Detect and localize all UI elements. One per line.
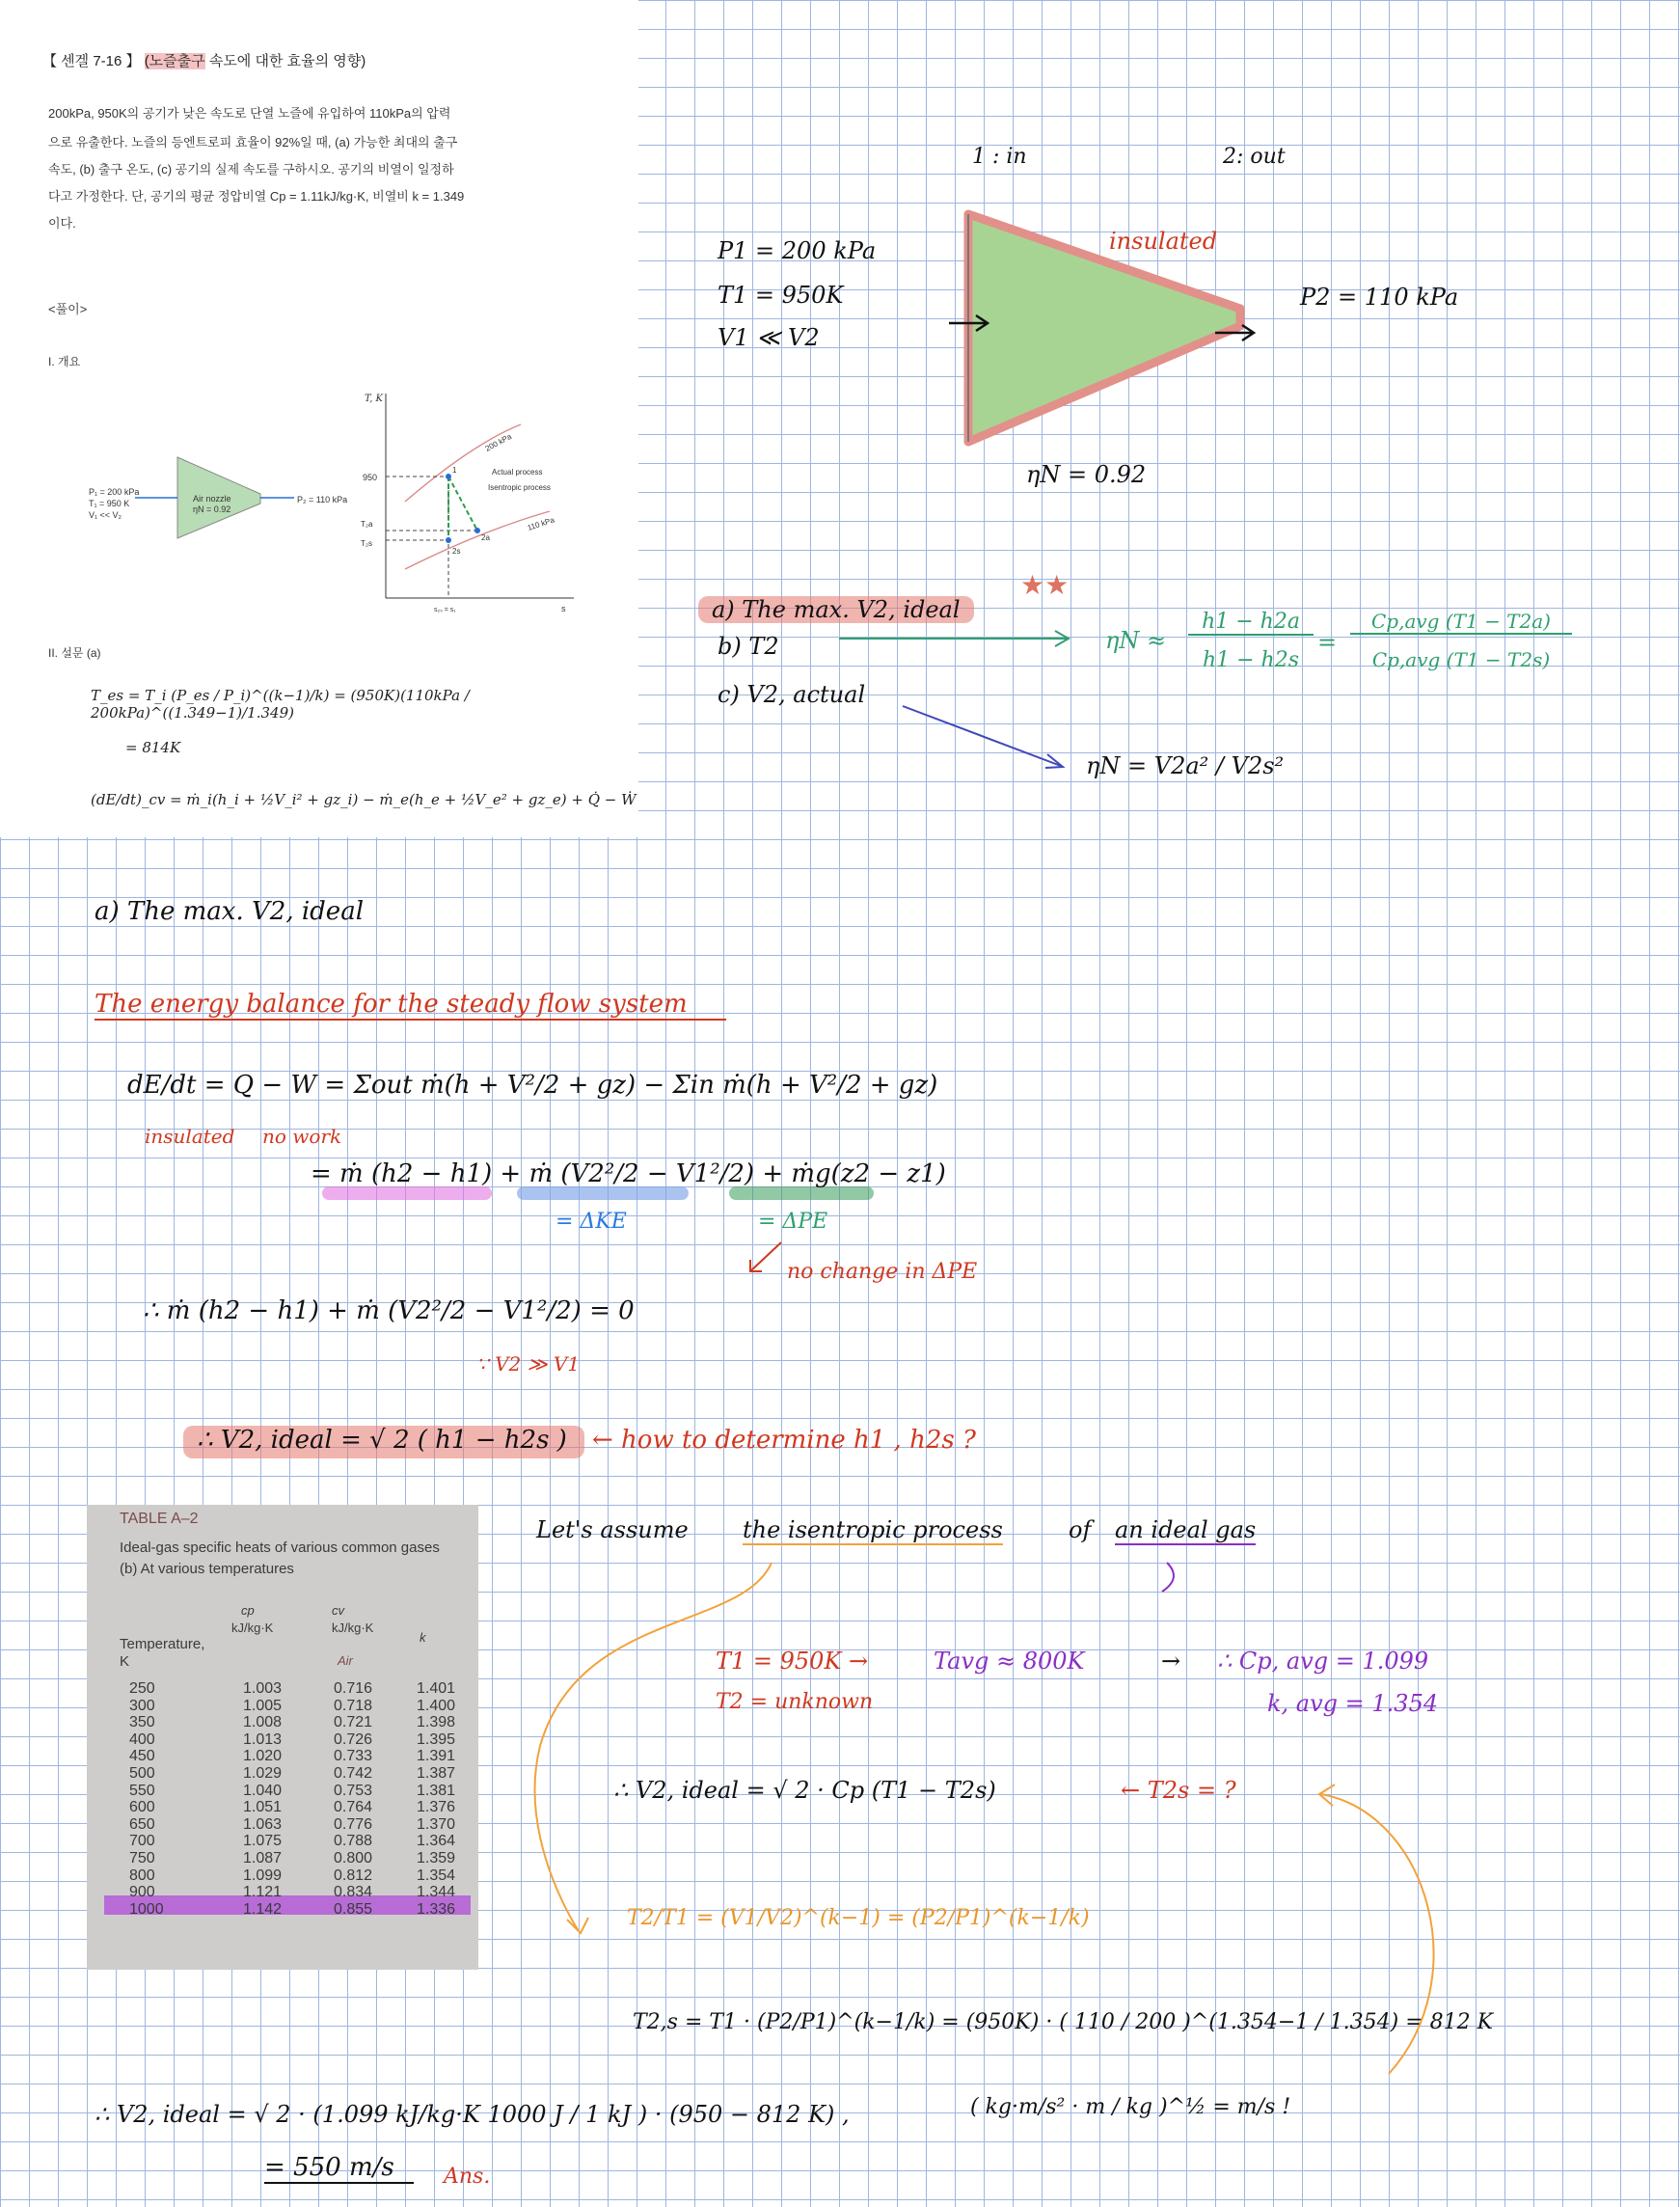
table-cell: 1.040	[243, 1782, 283, 1799]
v2-ideal-eq: ∴ V2, ideal = √ 2 ( h1 − h2s )	[183, 1426, 584, 1458]
table-cell: 1.020	[243, 1748, 283, 1765]
v2-cp-eq: ∴ V2, ideal = √ 2 · Cp (T1 − T2s)	[613, 1777, 996, 1804]
assume-isentropic: the isentropic process	[743, 1516, 1003, 1543]
problem-line-2: 으로 유출한다. 노즐의 등엔트로피 효율이 92%일 때, (a) 가능한 최대의 출구	[48, 135, 458, 150]
small-p2: P₂ = 110 kPa	[297, 495, 348, 504]
table-cell: 0.721	[334, 1714, 373, 1731]
underline-pe	[729, 1186, 874, 1200]
units-check: ( kg·m/s² · m / kg )^½ = m/s !	[970, 2095, 1291, 2119]
simplified-eq: ∴ ṁ (h2 − h1) + ṁ (V2²/2 − V1²/2) = 0	[143, 1296, 635, 1325]
table-cell: 1.391	[417, 1748, 456, 1765]
problem-line-5: 이다.	[48, 216, 76, 231]
expand-eq: = ṁ (h2 − h1) + ṁ (V2²/2 − V1²/2) + ṁg(z2 − z1)	[311, 1159, 946, 1188]
table-cell: 1.364	[417, 1833, 456, 1850]
table-cell: 1.087	[243, 1849, 283, 1866]
orange-arrows	[501, 1553, 1466, 2016]
table-cell: 0.776	[334, 1815, 373, 1833]
table-cell: 1.376	[417, 1799, 456, 1816]
ts-t2s: T₂s	[361, 539, 372, 548]
ts-pt1: 1	[452, 466, 457, 475]
table-cell: 500	[129, 1764, 155, 1782]
t1-known: T1 = 950K →	[716, 1648, 869, 1675]
eta-h-label: ηN ≈	[1105, 627, 1167, 654]
arrow-to-cp: →	[1161, 1648, 1181, 1675]
problem-line-4: 다고 가정한다. 단, 공기의 평균 정압비열 Cp = 1.11kJ/kg·K, 비열비 k = 1.349	[48, 189, 465, 204]
t2s-eq: T2,s = T1 · (P2/P1)^(k−1/k) = (950K) · ( 110 / 200 )^(1.354−1 / 1.354) = 812 K	[633, 2010, 1494, 2034]
final-eq: ∴ V2, ideal = √ 2 · (1.099 kJ/kg·K 1000 J / 1 kJ ) · (950 − 812 K) ,	[95, 2101, 850, 2128]
col-temperature	[129, 1680, 164, 1918]
ts-p-low: 110 kPa	[526, 515, 555, 532]
small-t1: T₁ = 950 K	[89, 499, 130, 508]
header-k: k	[420, 1630, 426, 1645]
note-no-work: no work	[262, 1125, 342, 1148]
table-cell: 1.395	[417, 1730, 456, 1748]
eta-h-den: h1 − h2s	[1202, 648, 1300, 672]
note-dpe: = ΔPE	[758, 1210, 828, 1234]
table-cell: 1.099	[243, 1866, 283, 1884]
ts-s-label: s₂ₛ = s₁	[434, 607, 456, 613]
table-cell: 1.121	[243, 1884, 283, 1901]
table-cell: 1.359	[417, 1849, 456, 1866]
how-to-note: ← how to determine h1 , h2s ?	[592, 1426, 976, 1455]
outlet-arrow-icon	[1211, 318, 1260, 347]
assume-of: of	[1069, 1516, 1092, 1543]
question-c: c) V2, actual	[718, 681, 866, 708]
inlet-arrow-icon	[945, 309, 993, 338]
eq-energy: (dE/dt)_cv = ṁ_i(h_i + ½V_i² + gz_i) − ṁ_e(h_e + ½V_e² + gz_e) + Q̇ − Ẇ	[91, 791, 637, 808]
underline-ke	[517, 1186, 689, 1200]
t2-unknown: T2 = unknown	[716, 1690, 874, 1714]
arrow-pe-icon	[743, 1239, 791, 1277]
assume-prefix: Let's assume	[536, 1516, 689, 1543]
section-overview: I. 개요	[48, 355, 81, 368]
ts-actual: Actual process	[492, 468, 543, 477]
table-cell: 1.075	[243, 1833, 283, 1850]
col-cv	[334, 1680, 372, 1918]
energy-title: The energy balance for the steady flow system	[95, 990, 726, 1021]
table-cell: 1.400	[417, 1697, 456, 1714]
table-cell: 450	[129, 1748, 155, 1765]
section-question-a: II. 설문 (a)	[48, 646, 101, 660]
answer-tag: Ans.	[444, 2165, 491, 2189]
table-cell: 1.401	[417, 1680, 456, 1697]
arrows-top	[791, 617, 1080, 772]
energy-eq: dE/dt = Q − W = Σout ṁ(h + V²/2 + gz) − Σin ṁ(h + V²/2 + gz)	[127, 1071, 938, 1100]
table-cell: 700	[129, 1833, 155, 1850]
problem-title	[42, 50, 366, 70]
table-cell: 1.029	[243, 1764, 283, 1782]
problem-panel	[0, 0, 638, 837]
table-cell: 0.834	[334, 1884, 373, 1901]
title-highlight: (노즐출구	[144, 53, 205, 69]
isentropic-relation: T2/T1 = (V1/V2)^(k−1) = (P2/P1)^(k−1/k)	[627, 1906, 1090, 1930]
underline-enthalpy	[322, 1186, 492, 1200]
ts-s-axis: s	[561, 604, 566, 613]
eq-result: = 814K	[125, 739, 181, 756]
heading-a: a) The max. V2, ideal	[95, 897, 365, 926]
table-cell: 1.370	[417, 1815, 456, 1833]
solution-label: <풀이>	[48, 302, 88, 316]
table-cell: 0.812	[334, 1866, 373, 1884]
eta-cp-den: Cp,avg (T1 − T2s)	[1371, 648, 1551, 671]
small-v: V₁ << V₂	[89, 510, 122, 520]
problem-line-1: 200kPa, 950K의 공기가 낮은 속도로 단열 노즐에 유입하여 110kPa의 압력	[48, 106, 451, 121]
state-out: 2: out	[1223, 145, 1286, 169]
table-cell: 350	[129, 1714, 155, 1731]
ts-pt2a: 2a	[481, 533, 490, 542]
small-nozzle-inlet	[89, 486, 139, 521]
table-cell: 1.344	[417, 1884, 456, 1901]
note-insulated: insulated	[145, 1125, 235, 1148]
hand-p1: P1 = 200 kPa	[718, 237, 877, 264]
problem-line-3: 속도, (b) 출구 온도, (c) 공기의 실제 속도를 구하시오. 공기의 비열이 일정하	[48, 162, 454, 177]
table-subtitle: Ideal-gas specific heats of various common gases	[120, 1539, 440, 1556]
table-cell: 1.063	[243, 1815, 283, 1833]
cp-avg: ∴ Cp, avg = 1.099	[1217, 1648, 1429, 1675]
header-temp-unit: K	[120, 1653, 130, 1670]
header-temperature: Temperature,	[120, 1636, 205, 1652]
eta-cp-num: Cp,avg (T1 − T2a)	[1350, 610, 1572, 635]
col-cp	[243, 1680, 282, 1918]
header-cv: cv	[332, 1603, 344, 1618]
table-a2-photo	[87, 1505, 478, 1970]
table-cell: 0.733	[334, 1748, 373, 1765]
ts-diagram	[357, 386, 579, 613]
table-cell: 1.354	[417, 1866, 456, 1884]
table-cell: 650	[129, 1815, 155, 1833]
table-cell: 0.726	[334, 1730, 373, 1748]
table-cell: 1000	[129, 1900, 164, 1918]
hand-t1: T1 = 950K	[718, 282, 844, 309]
table-subtitle-b: (b) At various temperatures	[120, 1561, 294, 1577]
table-cell: 1.387	[417, 1764, 456, 1782]
table-cell: 250	[129, 1680, 155, 1697]
table-cell: 0.753	[334, 1782, 373, 1799]
col-k	[417, 1680, 455, 1918]
table-cell: 300	[129, 1697, 155, 1714]
small-nozzle-label	[193, 494, 231, 515]
header-air: Air	[338, 1653, 353, 1668]
note-dke: = ΔKE	[555, 1210, 627, 1234]
table-cell: 550	[129, 1782, 155, 1799]
hand-eta: ηN = 0.92	[1026, 461, 1147, 488]
title-rest: 속도에 대한 효율의 영향)	[204, 53, 366, 69]
table-cell: 1.003	[243, 1680, 283, 1697]
hand-v-relation: V1 ≪ V2	[718, 324, 820, 351]
table-cell: 1.005	[243, 1697, 283, 1714]
header-cp: cp	[241, 1603, 255, 1618]
title-prefix: 【 센겔 7-16 】	[42, 53, 141, 69]
table-cell: 0.764	[334, 1799, 373, 1816]
ts-p-high: 200 kPa	[483, 432, 513, 453]
eq-tes: T_es = T_i (P_es / P_i)^((k−1)/k) = (950K)(110kPa / 200kPa)^((1.349−1)/1.349)	[91, 687, 470, 722]
assume-ideal-gas: an ideal gas	[1115, 1516, 1257, 1543]
header-cv-unit: kJ/kg·K	[332, 1621, 374, 1635]
table-cell: 400	[129, 1730, 155, 1748]
ts-t2a: T₂a	[361, 520, 373, 529]
table-cell: 0.716	[334, 1680, 373, 1697]
question-a: a) The max. V2, ideal	[698, 596, 974, 623]
hand-p2: P2 = 110 kPa	[1300, 284, 1459, 311]
table-cell: 1.008	[243, 1714, 283, 1731]
stars-icon: ★★	[1020, 570, 1070, 600]
table-cell: 1.381	[417, 1782, 456, 1799]
t2s-question: ← T2s = ?	[1121, 1777, 1236, 1804]
table-cell: 1.013	[243, 1730, 283, 1748]
eta-h-num: h1 − h2a	[1188, 610, 1314, 636]
ts-yaxis: T, K	[365, 394, 384, 404]
state-in: 1 : in	[972, 145, 1027, 169]
table-cell: 1.142	[243, 1900, 283, 1918]
table-cell: 0.788	[334, 1833, 373, 1850]
hand-insulated: insulated	[1109, 228, 1218, 255]
note-no-change: no change in ΔPE	[787, 1260, 978, 1284]
question-b: b) T2	[718, 633, 779, 660]
eta-v: ηN = V2a² / V2s²	[1086, 752, 1285, 779]
ts-950: 950	[363, 473, 378, 482]
small-p1: P₁ = 200 kPa	[89, 487, 140, 497]
ts-pt2s: 2s	[452, 547, 461, 556]
table-cell: 800	[129, 1866, 155, 1884]
table-cell: 600	[129, 1799, 155, 1816]
ts-isentropic: Isentropic process	[488, 483, 551, 492]
t-avg: Tavg ≈ 800K	[934, 1648, 1085, 1675]
table-cell: 1.051	[243, 1799, 283, 1816]
small-air-nozzle: Air nozzle	[193, 494, 231, 504]
answer: = 550 m/s	[264, 2153, 414, 2184]
table-cell: 0.800	[334, 1849, 373, 1866]
table-cell: 1.398	[417, 1714, 456, 1731]
eta-eq-sign: =	[1317, 629, 1338, 656]
header-cp-unit: kJ/kg·K	[231, 1621, 274, 1635]
small-eta: ηN = 0.92	[193, 504, 231, 514]
table-cell: 900	[129, 1884, 155, 1901]
table-cell: 0.718	[334, 1697, 373, 1714]
table-cell: 0.742	[334, 1764, 373, 1782]
table-cell: 0.855	[334, 1900, 373, 1918]
k-avg: k, avg = 1.354	[1267, 1690, 1439, 1717]
table-title: TABLE A–2	[120, 1511, 199, 1527]
table-cell: 750	[129, 1849, 155, 1866]
note-v-relation: ∵ V2 ≫ V1	[476, 1352, 581, 1376]
table-cell: 1.336	[417, 1900, 456, 1918]
